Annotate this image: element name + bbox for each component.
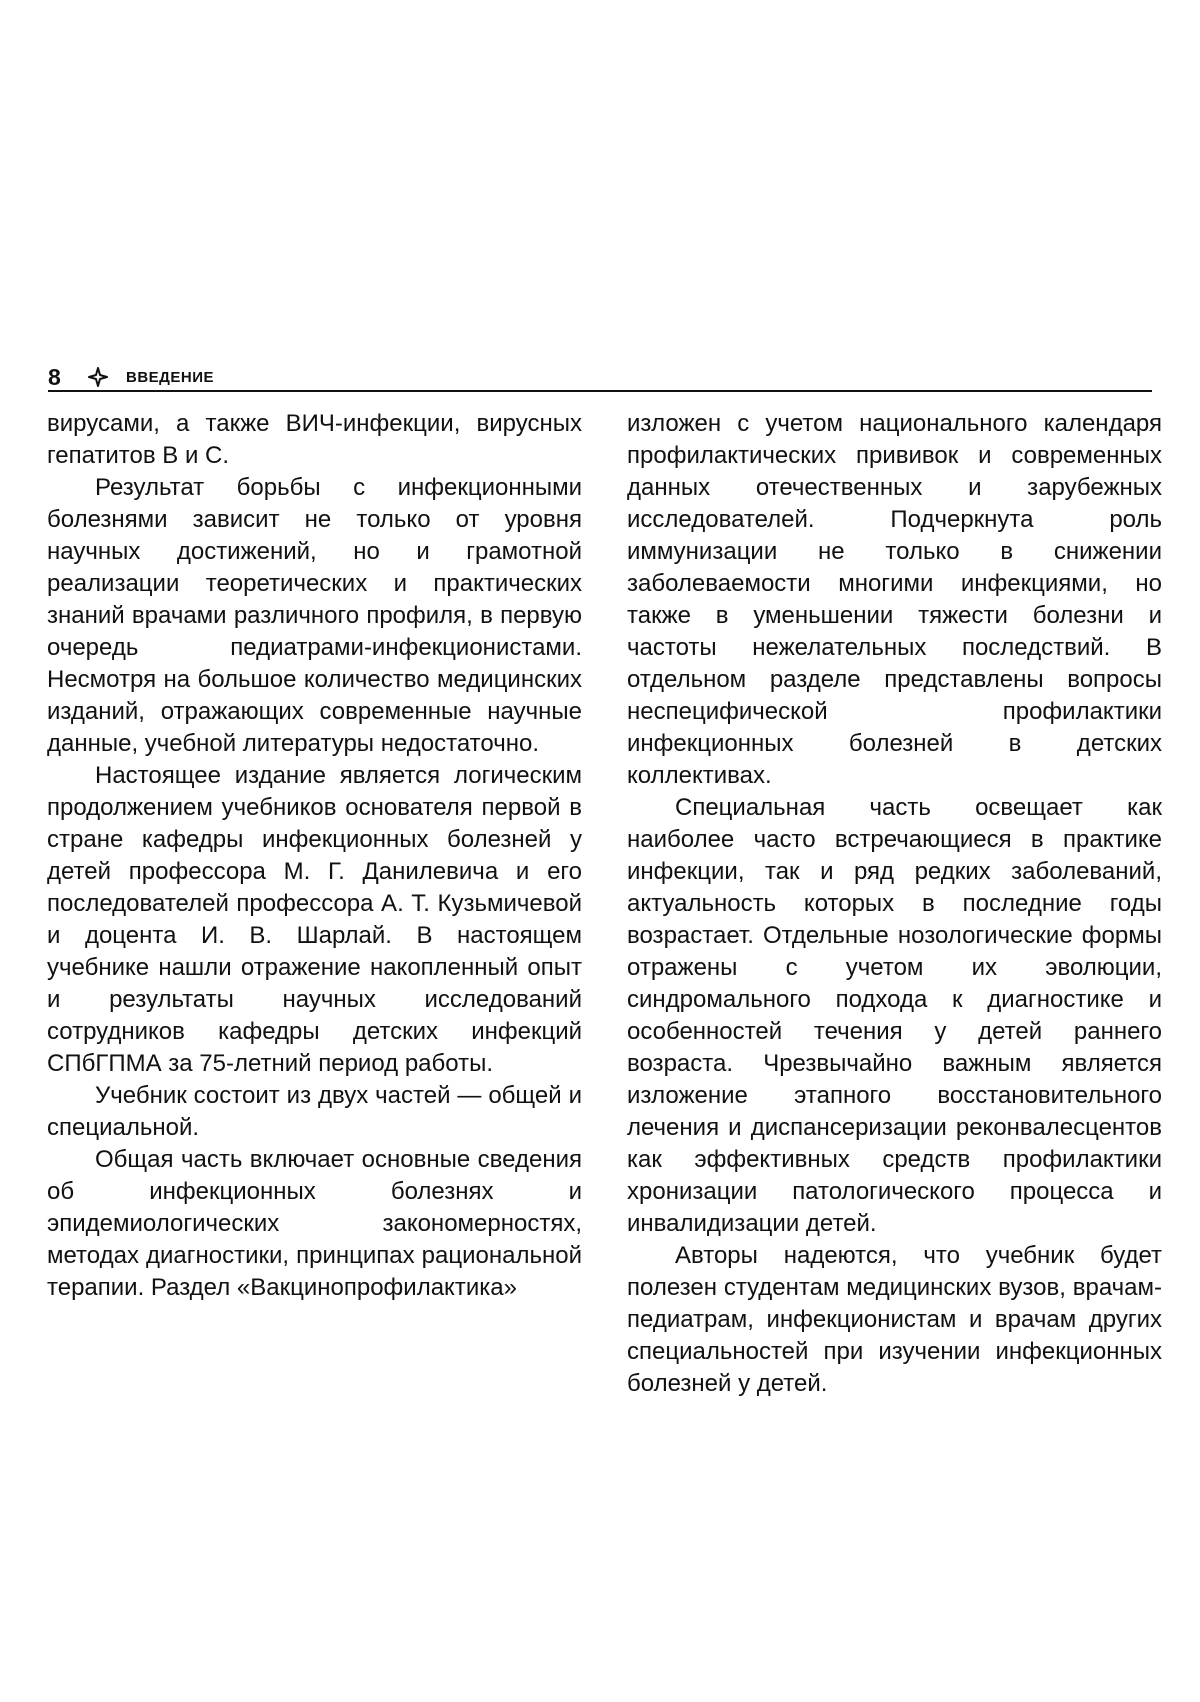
paragraph: Учебник состоит из двух частей — общей и специальной. bbox=[47, 1082, 582, 1141]
left-column bbox=[47, 408, 582, 1304]
paragraph: изложен с учетом национального календаря профилактических прививок и современных данных отечественных и зарубежных исследователей. Подчеркнута роль иммунизации не только в снижении заболеваемости многими инфекциями, но также в уменьшении тяжести болезни и частоты нежелательных последствий. В отдельном разделе представлены вопросы неспецифической профилактики инфекционных болезней в детских коллективах. bbox=[627, 410, 1162, 789]
right-column bbox=[627, 408, 1162, 1400]
four-point-star-icon bbox=[88, 367, 108, 387]
running-header bbox=[48, 364, 1152, 392]
paragraph: Результат борьбы с инфекционными болезнями зависит не только от уровня научных достижений, но и грамотной реализации теоретических и практических знаний врачами различного профиля, в первую очередь педиатрами-инфекционистами. Несмотря на большое количество медицинских изданий, отражающих современные научные данные, учебной литературы недостаточно. bbox=[47, 474, 582, 757]
page-number: 8 bbox=[48, 364, 61, 390]
paragraph: Настоящее издание является логическим продолжением учебников основателя первой в стране кафедры инфекционных болезней у детей профессора М. Г. Данилевича и его последователей профессора А. Т. Кузьмичевой и доцента И. В. Шарлай. В настоящем учебнике нашли отражение накопленный опыт и результаты научных исследований сотрудников кафедры детских инфекций СПбГПМА за 75-летний период работы. bbox=[47, 762, 582, 1077]
paragraph: Специальная часть освещает как наиболее часто встречающиеся в практике инфекции, так и ряд редких заболеваний, актуальность которых в последние годы возрастает. Отдельные нозологические формы отражены с учетом их эволюции, синдромального подхода к диагностике и особенностей течения у детей раннего возраста. Чрезвычайно важным является изложение этапного восстановительного лечения и диспансеризации реконвалесцентов как эффективных средств профилактики хронизации патологического процесса и инвалидизации детей. bbox=[627, 794, 1162, 1237]
paragraph: Общая часть включает основные сведения об инфекционных болезнях и эпидемиологических закономерностях, методах диагностики, принципах рациональной терапии. Раздел «Вакцинопрофилактика» bbox=[47, 1146, 582, 1301]
paragraph: Авторы надеются, что учебник будет полезен студентам медицинских вузов, врачам-педиатрам, инфекционистам и врачам других специальностей при изучении инфекционных болезней у детей. bbox=[627, 1242, 1162, 1397]
section-title: ВВЕДЕНИЕ bbox=[126, 369, 214, 386]
paragraph: вирусами, а также ВИЧ-инфекции, вирусных гепатитов В и С. bbox=[47, 410, 582, 469]
